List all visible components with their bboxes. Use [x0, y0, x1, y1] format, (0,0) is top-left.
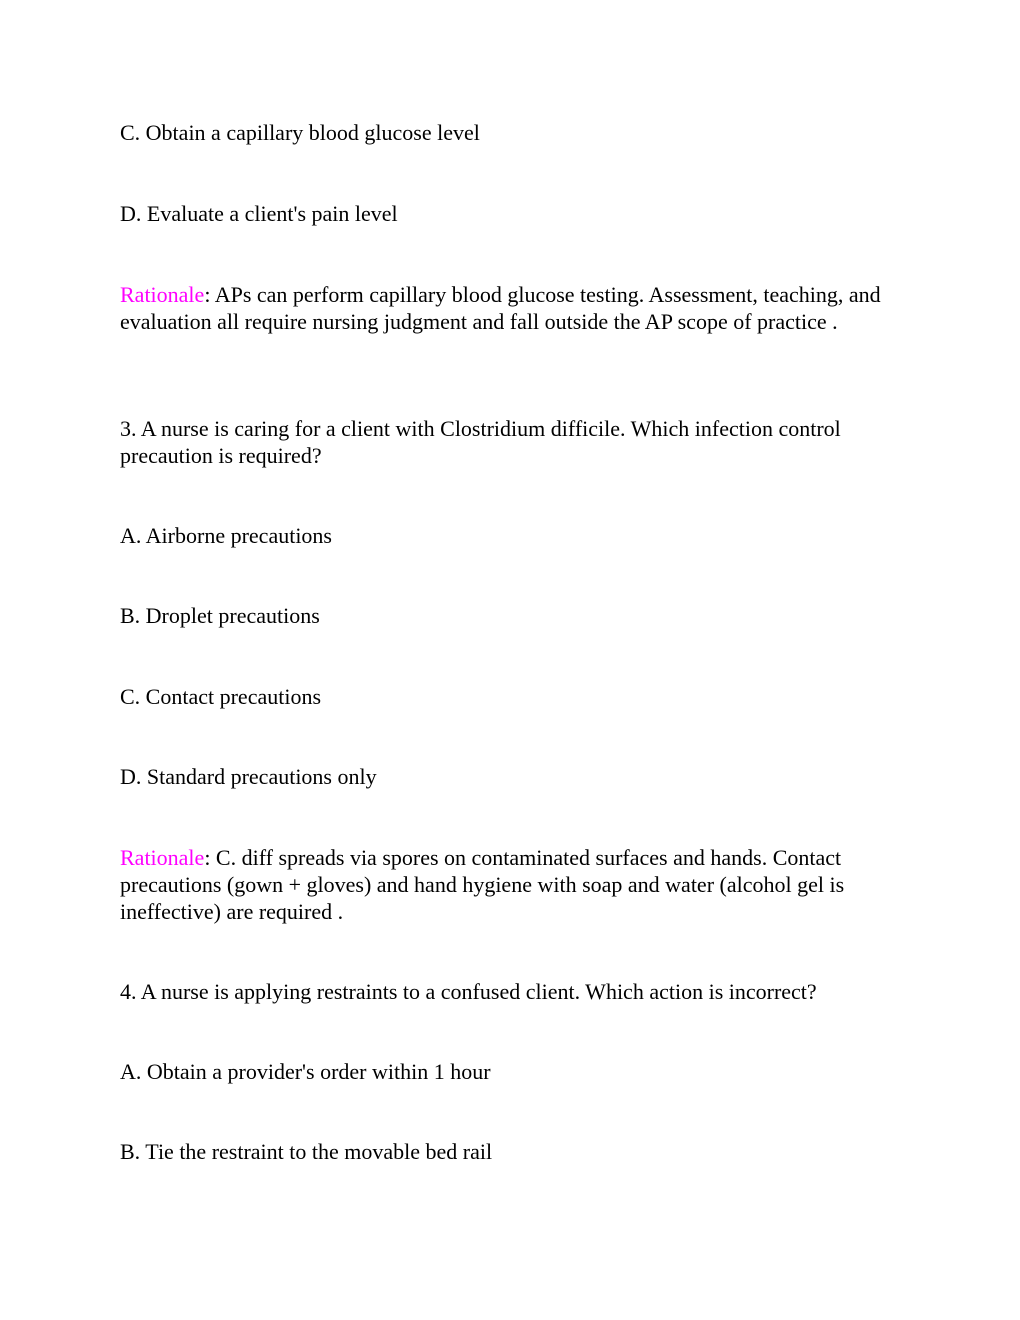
q2-option-c: C. Obtain a capillary blood glucose level — [120, 120, 480, 145]
q2-option-d: D. Evaluate a client's pain level — [120, 201, 398, 226]
rationale-label: Rationale — [120, 282, 205, 307]
q4-question: 4. A nurse is applying restraints to a confused client. Which action is incorrect? — [120, 979, 817, 1004]
q3-option-c: C. Contact precautions — [120, 684, 322, 709]
rationale-label: Rationale — [120, 845, 205, 870]
q4-option-b: B. Tie the restraint to the movable bed rail — [120, 1139, 493, 1164]
rationale-text: : APs can perform capillary blood glucose testing. Assessment, teaching, and evaluation all require nursing judgment and fall outside the AP scope of practice . — [120, 282, 881, 334]
q2-rationale — [120, 281, 900, 335]
q3-question: 3. A nurse is caring for a client with Clostridium difficile. Which infection control precaution is required? — [120, 416, 841, 468]
q3-option-a: A. Airborne precautions — [120, 523, 332, 548]
rationale-text: : C. diff spreads via spores on contaminated surfaces and hands. Contact precautions (gown + gloves) and hand hygiene with soap and water (alcohol gel is ineffective) are required . — [120, 845, 845, 924]
q3-option-d: D. Standard precautions only — [120, 764, 377, 789]
q4-option-a: A. Obtain a provider's order within 1 hour — [120, 1059, 491, 1084]
q3-rationale — [120, 844, 900, 925]
q3-option-b: B. Droplet precautions — [120, 603, 320, 628]
